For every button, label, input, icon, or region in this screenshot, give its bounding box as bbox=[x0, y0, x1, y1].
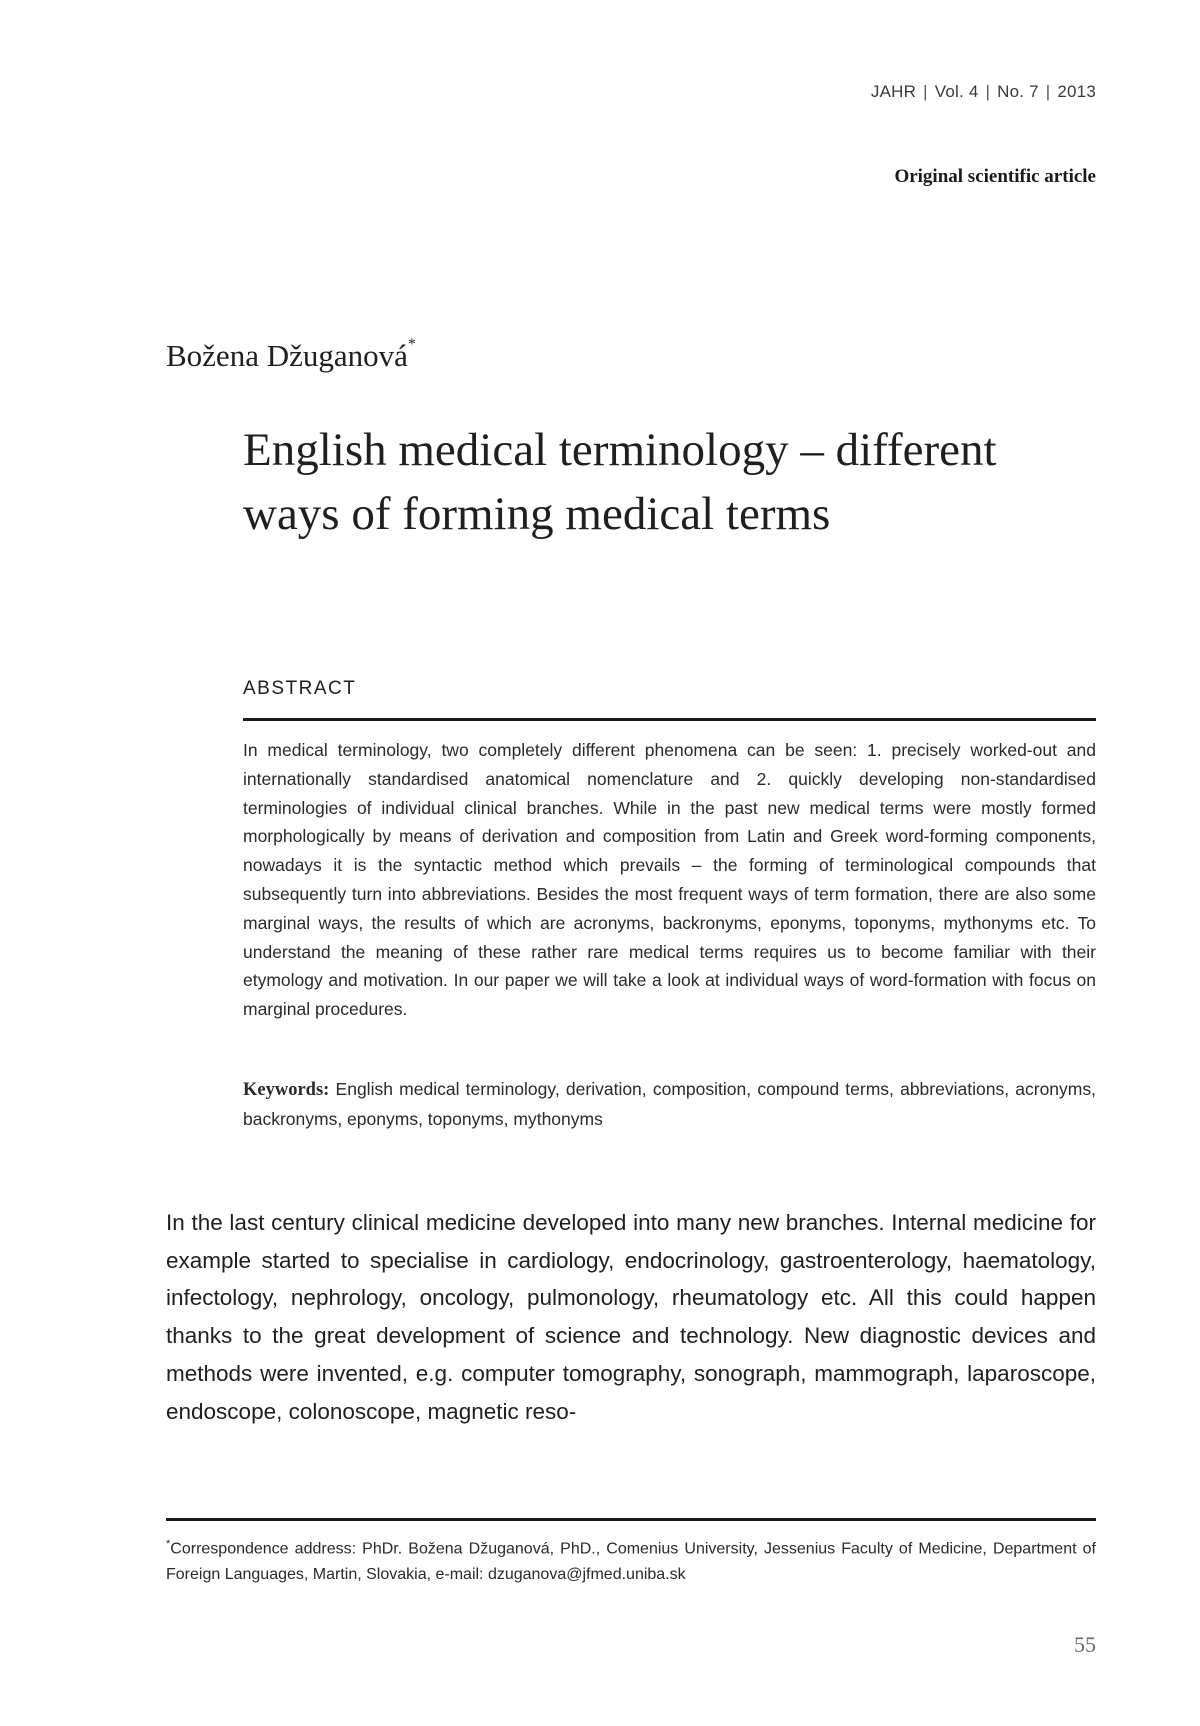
keywords-label: Keywords: bbox=[243, 1080, 330, 1100]
footnote bbox=[166, 1531, 1096, 1588]
header-separator: | bbox=[1045, 82, 1051, 101]
header-separator: | bbox=[985, 82, 991, 101]
footnote-text: Correspondence address: PhDr. Božena Džuganová, PhD., Comenius University, Jessenius Faculty of Medicine, Department of Foreign Languages, Martin, Slovakia, e-mail: dzuganova@jfmed.uniba.sk bbox=[166, 1540, 1096, 1584]
journal-year: 2013 bbox=[1057, 82, 1096, 101]
keywords-text: English medical terminology, derivation, composition, compound terms, abbreviations, acronyms, backronyms, eponyms, toponyms, mythonyms bbox=[243, 1079, 1096, 1129]
author-name: Božena Džuganová bbox=[166, 338, 408, 373]
abstract-heading: ABSTRACT bbox=[243, 678, 357, 699]
keywords bbox=[243, 1075, 1096, 1134]
journal-header bbox=[871, 82, 1096, 102]
article-title: English medical terminology – different ways of forming medical terms bbox=[243, 424, 997, 540]
footnote-marker: * bbox=[166, 1538, 171, 1550]
body-paragraph: In the last century clinical medicine developed into many new branches. Internal medicine for example started to specialise in cardiology, endocrinology, gastroenterology, haematology, infectology, nephrology, oncology, pulmonology, rheumatology etc. All this could happen thanks to the great development of science and technology. New diagnostic devices and methods were invented, e.g. computer tomography, sonograph, mammograph, laparoscope, endoscope, colonoscope, magnetic reso- bbox=[166, 1210, 1096, 1424]
journal-number: No. 7 bbox=[997, 82, 1039, 101]
abstract-text: In medical terminology, two completely different phenomena can be seen: 1. precisely worked-out and internationally standardised anatomical nomenclature and 2. quickly developing non-standardised terminologies of individual clinical branches. While in the past new medical terms were mostly formed morphologically by means of derivation and composition from Latin and Greek word-forming components, nowadays it is the syntactic method which prevails – the forming of terminological compounds that subsequently turn into abbreviations. Besides the most frequent ways of term formation, there are also some marginal ways, the results of which are acronyms, backronyms, eponyms, toponyms, mythonyms etc. To understand the meaning of these rather rare medical terms requires us to become familiar with their etymology and motivation. In our paper we will take a look at individual ways of word-formation with focus on marginal procedures. bbox=[243, 740, 1096, 1020]
author-line bbox=[166, 338, 416, 374]
journal-volume: Vol. 4 bbox=[934, 82, 979, 101]
article-type: Original scientific article bbox=[894, 166, 1096, 187]
author-footnote-marker: * bbox=[407, 336, 416, 353]
footnote-divider bbox=[166, 1518, 1096, 1521]
page-number: 55 bbox=[1074, 1632, 1096, 1657]
abstract-divider bbox=[243, 718, 1096, 721]
journal-name: JAHR bbox=[870, 82, 917, 101]
header-separator: | bbox=[923, 82, 928, 101]
